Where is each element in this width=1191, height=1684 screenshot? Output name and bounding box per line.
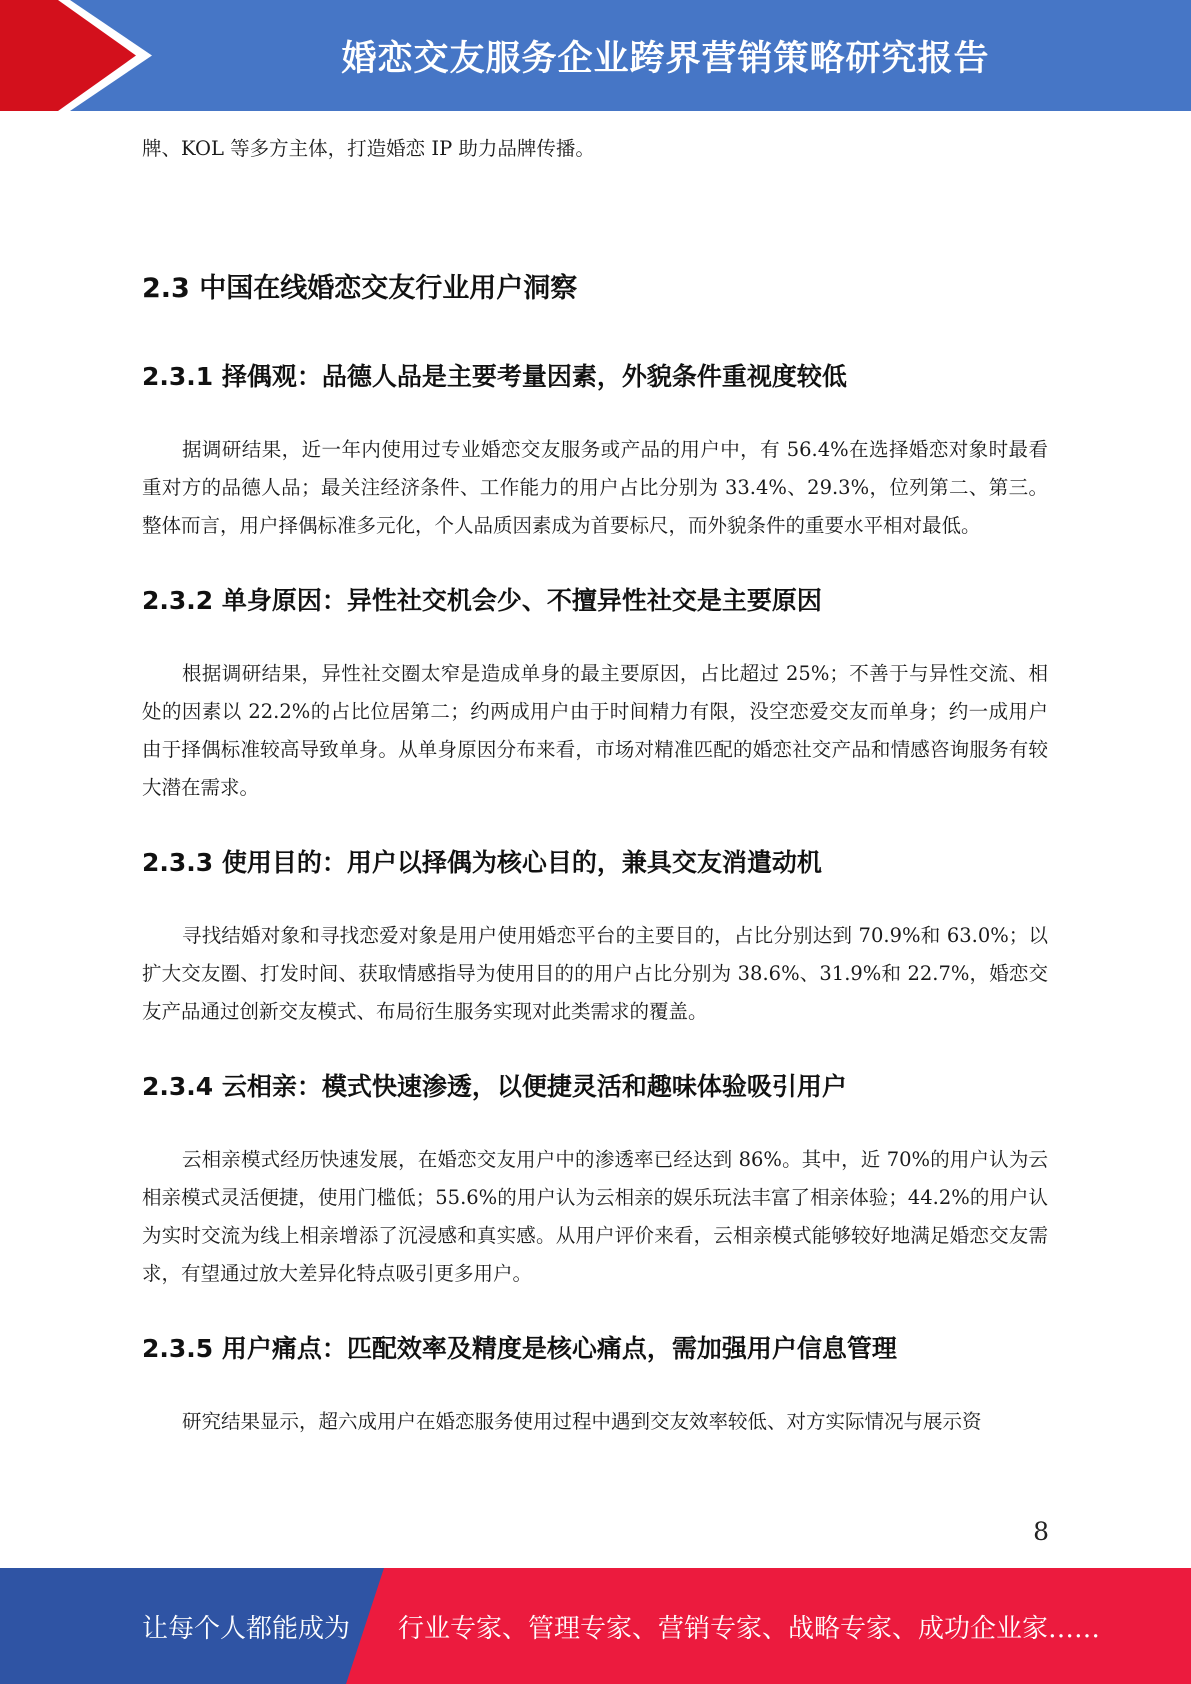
subsection-heading-2-3-1: 2.3.1 择偶观：品德人品是主要考量因素，外貌条件重视度较低 — [142, 362, 847, 391]
section-heading: 2.3 中国在线婚恋交友行业用户洞察 — [142, 273, 578, 304]
page-footer — [0, 1568, 1191, 1684]
subsection-paragraph-2-3-2: 根据调研结果，异性社交圈太窄是造成单身的最主要原因，占比超过 25%；不善于与异性交流、相处的因素以 22.2%的占比位居第二；约两成用户由于时间精力有限，没空恋爱交友而单身；约一成用户由于择偶标准较高导致单身。从单身原因分布来看，市场对精准匹配的婚恋社交产品和情感咨询服务有较大潜在需求。 — [142, 662, 1048, 799]
document-body — [142, 130, 1048, 1441]
page-header — [0, 0, 1191, 111]
subsection-paragraph-2-3-5: 研究结果显示，超六成用户在婚恋服务使用过程中遇到交友效率较低、对方实际情况与展示资 — [182, 1410, 982, 1433]
subsection-paragraph-2-3-1: 据调研结果，近一年内使用过专业婚恋交友服务或产品的用户中，有 56.4%在选择婚恋对象时最看重对方的品德人品；最关注经济条件、工作能力的用户占比分别为 33.4%、29.3%，位列第二、第三。整体而言，用户择偶标准多元化，个人品质因素成为首要标尺，而外貌条件的重要水平相对最低。 — [142, 438, 1048, 537]
red-chevron-decoration — [0, 0, 160, 111]
continued-paragraph: 牌、KOL 等多方主体，打造婚恋 IP 助力品牌传播。 — [142, 137, 595, 160]
report-title: 婚恋交友服务企业跨界营销策略研究报告 — [341, 38, 990, 79]
subsection-heading-2-3-2: 2.3.2 单身原因：异性社交机会少、不擅异性社交是主要原因 — [142, 586, 822, 615]
subsection-heading-2-3-5: 2.3.5 用户痛点：匹配效率及精度是核心痛点，需加强用户信息管理 — [142, 1334, 897, 1363]
subsection-paragraph-2-3-3: 寻找结婚对象和寻找恋爱对象是用户使用婚恋平台的主要目的，占比分别达到 70.9%和 63.0%；以扩大交友圈、打发时间、获取情感指导为使用目的的用户占比分别为 38.6%、31.9%和 22.7%，婚恋交友产品通过创新交友模式、布局衍生服务实现对此类需求的覆盖。 — [142, 924, 1048, 1023]
footer-slogan-left: 让每个人都能成为 — [142, 1613, 351, 1644]
footer-slogan-right: 行业专家、管理专家、营销专家、战略专家、成功企业家…… — [398, 1613, 1101, 1644]
subsection-heading-2-3-3: 2.3.3 使用目的：用户以择偶为核心目的，兼具交友消遣动机 — [142, 848, 822, 877]
page-number: 8 — [1033, 1517, 1049, 1546]
subsection-paragraph-2-3-4: 云相亲模式经历快速发展，在婚恋交友用户中的渗透率已经达到 86%。其中，近 70%的用户认为云相亲模式灵活便捷，使用门槛低；55.6%的用户认为云相亲的娱乐玩法丰富了相亲体验；44.2%的用户认为实时交流为线上相亲增添了沉浸感和真实感。从用户评价来看，云相亲模式能够较好地满足婚恋交友需求，有望通过放大差异化特点吸引更多用户。 — [142, 1148, 1048, 1285]
subsection-heading-2-3-4: 2.3.4 云相亲：模式快速渗透，以便捷灵活和趣味体验吸引用户 — [142, 1072, 847, 1101]
